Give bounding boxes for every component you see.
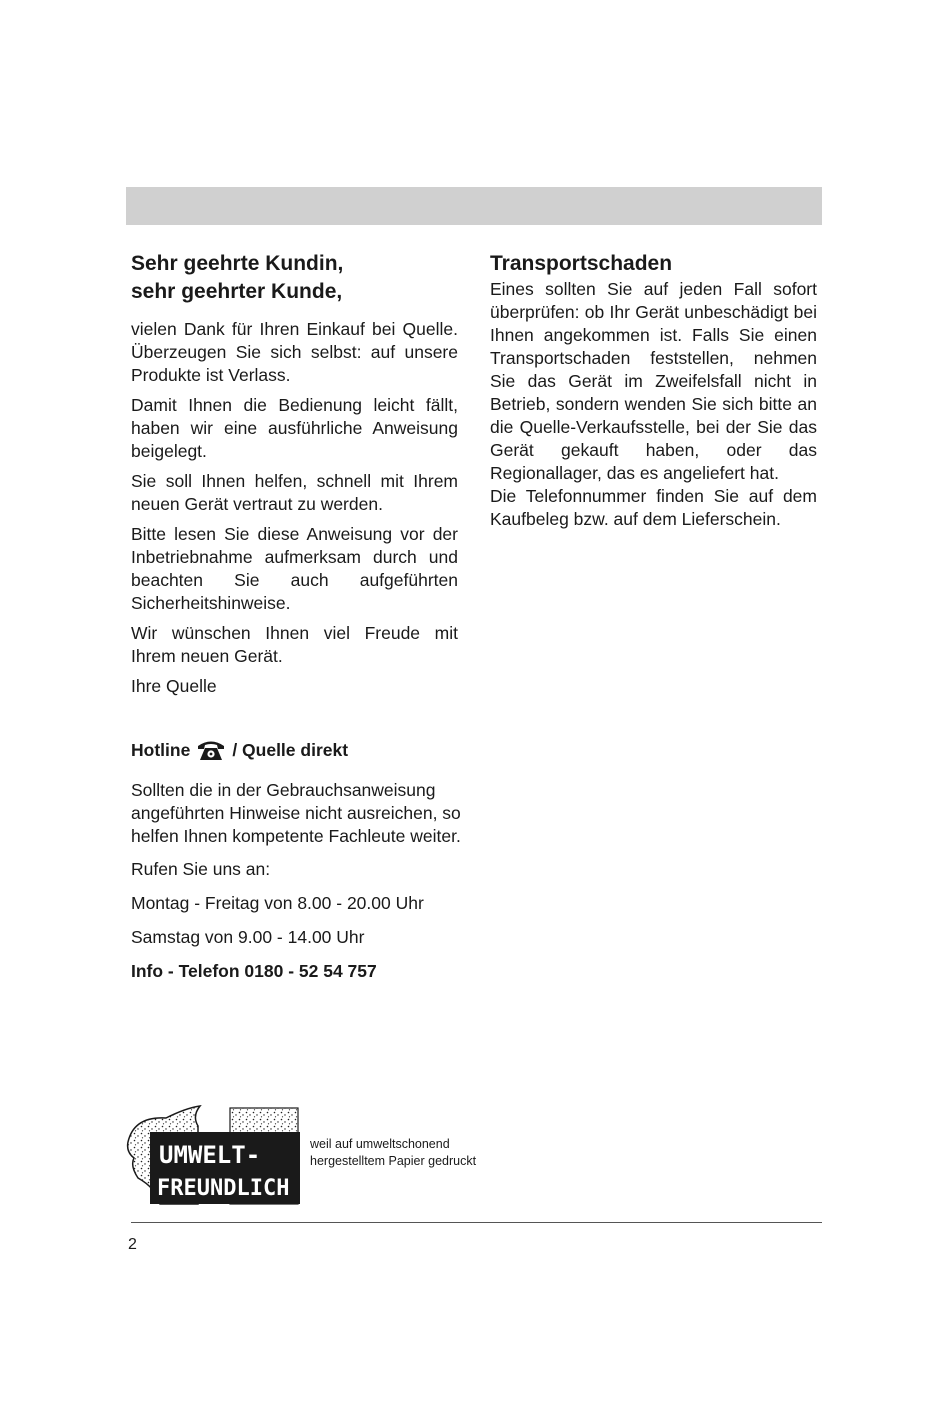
section-title: Transportschaden xyxy=(490,252,673,275)
greeting-line-2: sehr geehrter Kunde, xyxy=(131,280,343,303)
greeting-heading xyxy=(131,250,458,306)
svg-text:FREUNDLICH: FREUNDLICH xyxy=(157,1176,290,1201)
header-bar xyxy=(126,187,822,225)
eco-caption-line-1: weil auf umweltschonend xyxy=(310,1137,450,1151)
transport-damage-section xyxy=(490,250,817,531)
hotline-suffix: / Quelle direkt xyxy=(232,740,349,760)
telephone-icon xyxy=(196,738,226,762)
weekday-hours: Montag - Freitag von 8.00 - 20.00 Uhr xyxy=(131,893,424,913)
hotline-heading xyxy=(131,735,461,765)
eco-caption-line-2: hergestelltem Papier gedruckt xyxy=(310,1154,477,1168)
hotline-label: Hotline xyxy=(131,740,191,760)
transport-paragraph: Die Telefonnummer finden Sie auf dem Kaufbeleg bzw. auf dem Lieferschein. xyxy=(490,486,817,529)
greeting-line-1: Sehr geehrte Kundin, xyxy=(131,252,344,275)
welcome-paragraph: Damit Ihnen die Bedienung leicht fällt, haben wir eine ausführliche Anweisung beigelegt. xyxy=(131,395,458,461)
call-us-text: Rufen Sie uns an: xyxy=(131,859,271,879)
hotline-section xyxy=(131,735,461,983)
welcome-paragraph: vielen Dank für Ihren Einkauf bei Quelle. Überzeugen Sie sich selbst: auf unsere Produkte ist Verlass. xyxy=(131,319,458,385)
transport-paragraph: Eines sollten Sie auf jeden Fall sofort überprüfen: ob Ihr Gerät unbeschädigt bei Ihnen angekommen ist. Falls Sie einen Transportschaden feststellen, nehmen Sie das Gerät im Zweifelsfall nicht in Betrieb, sondern wenden Sie sich bitte an die Quelle-Verkaufsstelle, bei der Sie das Gerät gekauft haben, oder das Regionallager, das es angeliefert hat. xyxy=(490,279,817,483)
saturday-hours: Samstag von 9.00 - 14.00 Uhr xyxy=(131,927,365,947)
footer-divider xyxy=(131,1222,822,1223)
page-number: 2 xyxy=(128,1236,137,1253)
welcome-paragraph: Bitte lesen Sie diese Anweisung vor der Inbetriebnahme aufmerksam durch und beachten Sie auch aufgeführten Sicherheitshinweise. xyxy=(131,524,458,613)
signature: Ihre Quelle xyxy=(131,676,217,696)
svg-text:UMWELT-: UMWELT- xyxy=(159,1141,261,1169)
hotline-intro: Sollten die in der Gebrauchsanweisung angeführten Hinweise nicht ausreichen, so helfen Ihnen kompetente Fachleute weiter. xyxy=(131,780,461,846)
info-phone: Info - Telefon 0180 - 52 54 757 xyxy=(131,961,377,981)
welcome-section xyxy=(131,250,458,705)
eco-caption xyxy=(310,1136,510,1170)
welcome-paragraph: Sie soll Ihnen helfen, schnell mit Ihrem neuen Gerät vertraut zu werden. xyxy=(131,471,458,514)
welcome-paragraph: Wir wünschen Ihnen viel Freude mit Ihrem neuen Gerät. xyxy=(131,623,458,666)
eco-friendly-logo xyxy=(126,1104,302,1207)
